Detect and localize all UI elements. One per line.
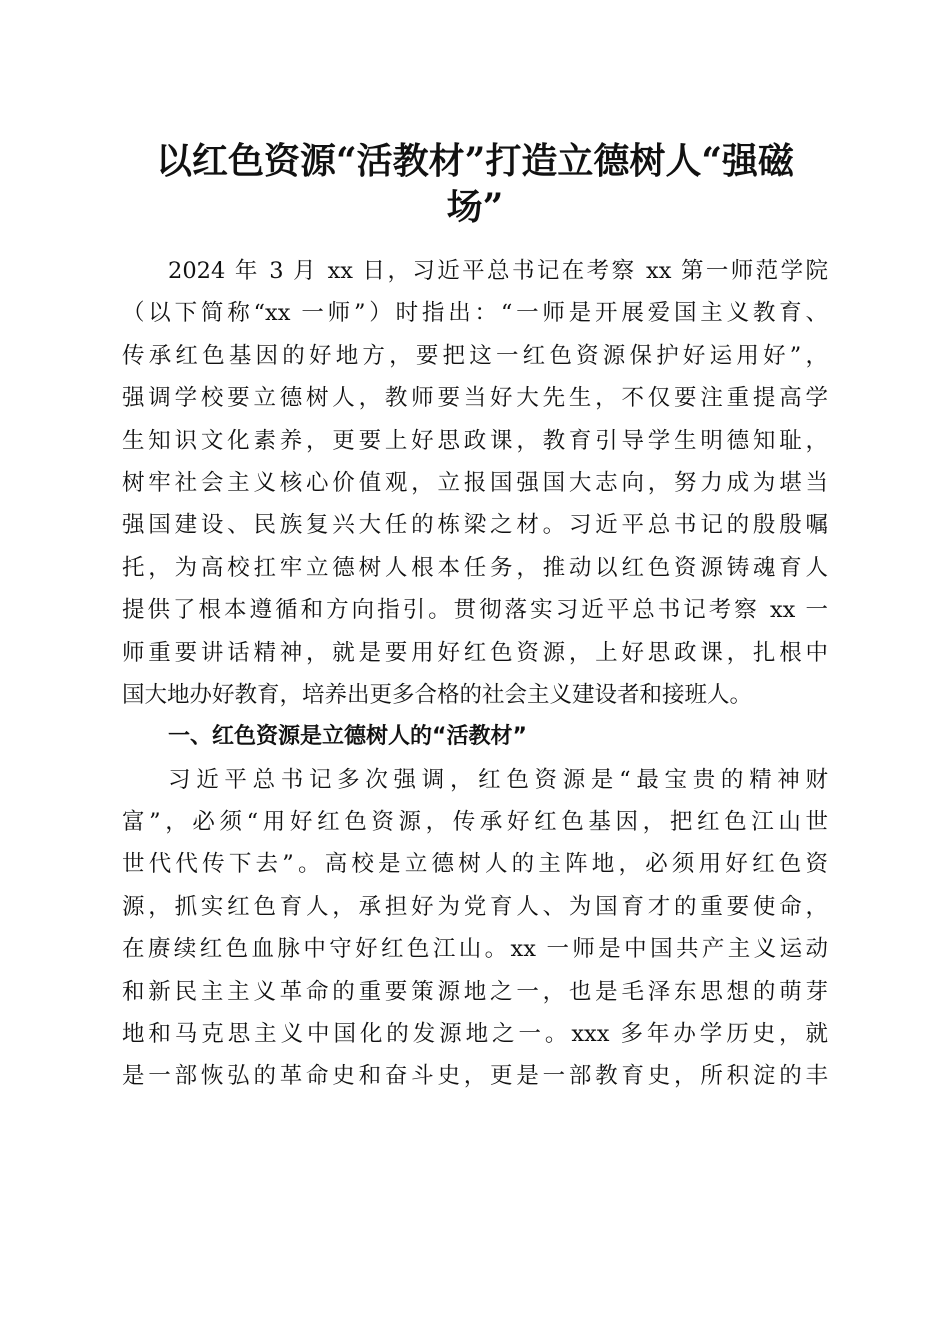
text-line: 富”，必须“用好红色资源，传承好红色基因，把红色江山世 [122,809,828,836]
text-line: 源，抓实红色育人，承担好为党育人、为国育才的重要使命， [122,893,828,920]
text-line: 托，为高校扛牢立德树人根本任务，推动以红色资源铸魂育人 [122,554,828,581]
text-line: 地和马克思主义中国化的发源地之一。xxx 多年办学历史，就 [122,1021,828,1048]
text-line: （以下简称“xx 一师”）时指出：“一师是开展爱国主义教育、 [122,300,828,327]
text-line: 强调学校要立德树人，教师要当好大先生，不仅要注重提高学 [122,385,828,412]
text-line: 生知识文化素养，更要上好思政课，教育引导学生明德知耻， [122,427,828,454]
paragraph-2 [122,759,828,1098]
text-line: 提供了根本遵循和方向指引。贯彻落实习近平总书记考察 xx 一 [122,597,828,624]
text-line: 师重要讲话精神，就是要用好红色资源，上好思政课，扎根中 [122,639,828,666]
document-body [122,250,828,1098]
text-line: 树牢社会主义核心价值观，立报国强国大志向，努力成为堪当 [122,469,828,496]
text-line: 2024 年 3 月 xx 日，习近平总书记在考察 xx 第一师范学院 [168,258,828,284]
text-line: 传承红色基因的好地方，要把这一红色资源保护好运用好”， [122,342,828,369]
section-heading: 一、红色资源是立德树人的“活教材” [168,724,527,750]
title-line: 场” [446,186,504,228]
text-line: 习近平总书记多次强调，红色资源是“最宝贵的精神财 [168,766,828,793]
text-line: 国大地办好教育，培养出更多合格的社会主义建设者和接班人。 [122,681,753,708]
paragraph-1 [122,250,828,716]
document-title [130,138,820,230]
text-line: 和新民主主义革命的重要策源地之一，也是毛泽东思想的萌芽 [122,978,828,1005]
text-line: 世代代传下去”。高校是立德树人的主阵地，必须用好红色资 [122,851,828,878]
text-line: 是一部恢弘的革命史和奋斗史，更是一部教育史，所积淀的丰 [122,1063,828,1090]
text-line: 在赓续红色血脉中守好红色江山。xx 一师是中国共产主义运动 [122,936,828,963]
title-line: 以红色资源“活教材”打造立德树人“强磁 [155,140,795,182]
text-line: 强国建设、民族复兴大任的栋梁之材。习近平总书记的殷殷嘱 [122,512,828,539]
